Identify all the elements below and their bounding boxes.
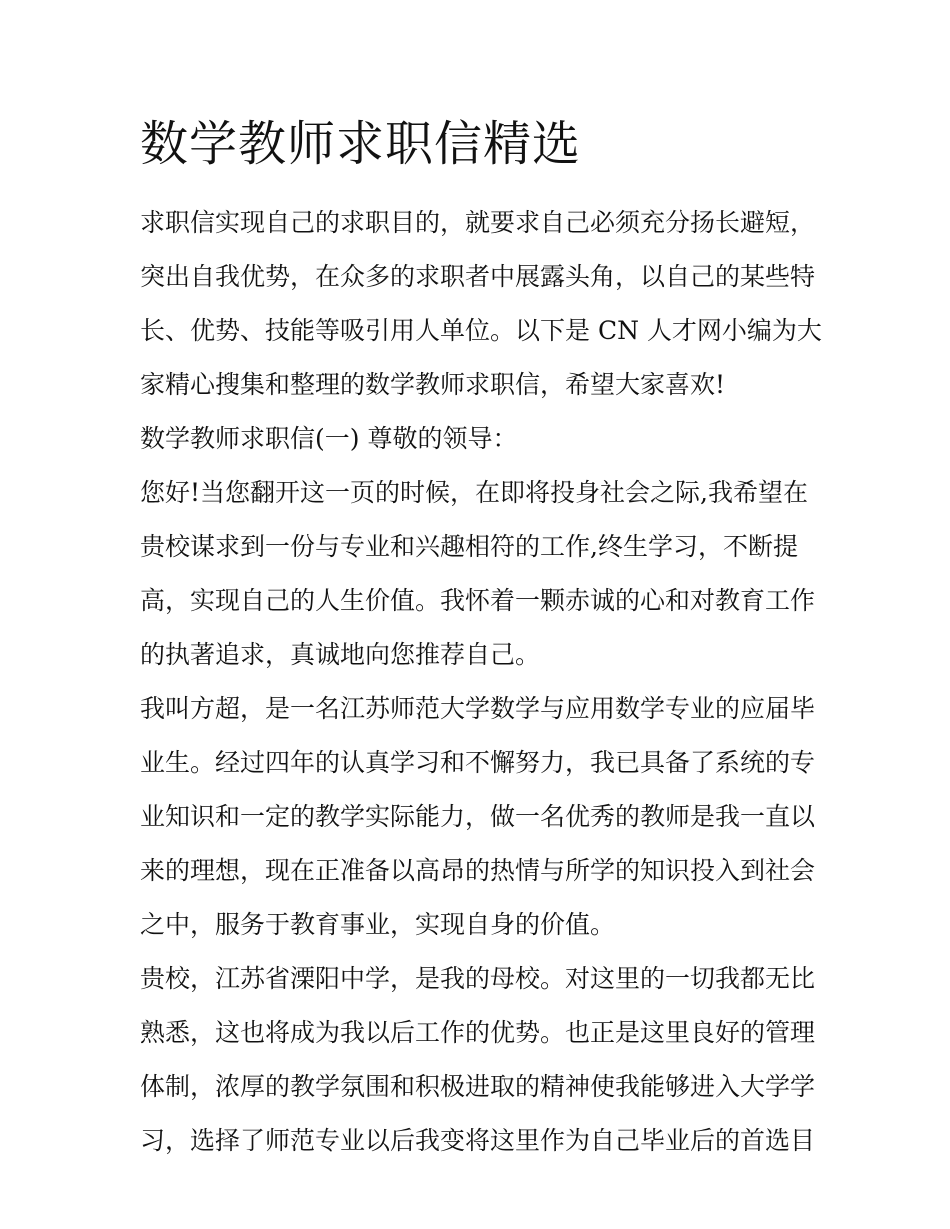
text-line: 高，实现自己的人生价值。我怀着一颗赤诚的心和对教育工作 bbox=[140, 586, 816, 615]
text-line: 求职信实现自己的求职目的，就要求自己必须充分扬长避短， bbox=[140, 208, 816, 237]
text-line: 数学教师求职信(一) 尊敬的领导： bbox=[140, 424, 518, 453]
text-line: 来的理想，现在正准备以高昂的热情与所学的知识投入到社会 bbox=[140, 856, 816, 885]
text-line: 体制，浓厚的教学氛围和积极进取的精神使我能够进入大学学 bbox=[140, 1072, 816, 1101]
text-line: 的执著追求，真诚地向您推荐自己。 bbox=[140, 640, 541, 669]
text-line: 我叫方超，是一名江苏师范大学数学与应用数学专业的应届毕 bbox=[140, 694, 816, 723]
document-body bbox=[140, 196, 820, 1168]
text-line: 习，选择了师范专业以后我变将这里作为自己毕业后的首选目 bbox=[140, 1126, 816, 1155]
text-line: 家精心搜集和整理的数学教师求职信，希望大家喜欢! bbox=[140, 370, 726, 399]
text-line: 业知识和一定的教学实际能力，做一名优秀的教师是我一直以 bbox=[140, 802, 816, 831]
text-line: 熟悉，这也将成为我以后工作的优势。也正是这里良好的管理 bbox=[140, 1018, 816, 1047]
text-line: 您好!当您翻开这一页的时候，在即将投身社会之际,我希望在 bbox=[140, 478, 808, 507]
text-line: 贵校，江苏省溧阳中学，是我的母校。对这里的一切我都无比 bbox=[140, 964, 816, 993]
text-line: 突出自我优势，在众多的求职者中展露头角，以自己的某些特 bbox=[140, 262, 816, 291]
text-line: 之中，服务于教育事业，实现自身的价值。 bbox=[140, 910, 616, 939]
text-line: 业生。经过四年的认真学习和不懈努力，我已具备了系统的专 bbox=[140, 748, 816, 777]
document-title: 数学教师求职信精选 bbox=[140, 116, 582, 172]
text-line: 贵校谋求到一份与专业和兴趣相符的工作,终生学习，不断提 bbox=[140, 532, 798, 561]
text-line: 长、优势、技能等吸引用人单位。以下是 CN 人才网小编为大 bbox=[140, 316, 822, 345]
